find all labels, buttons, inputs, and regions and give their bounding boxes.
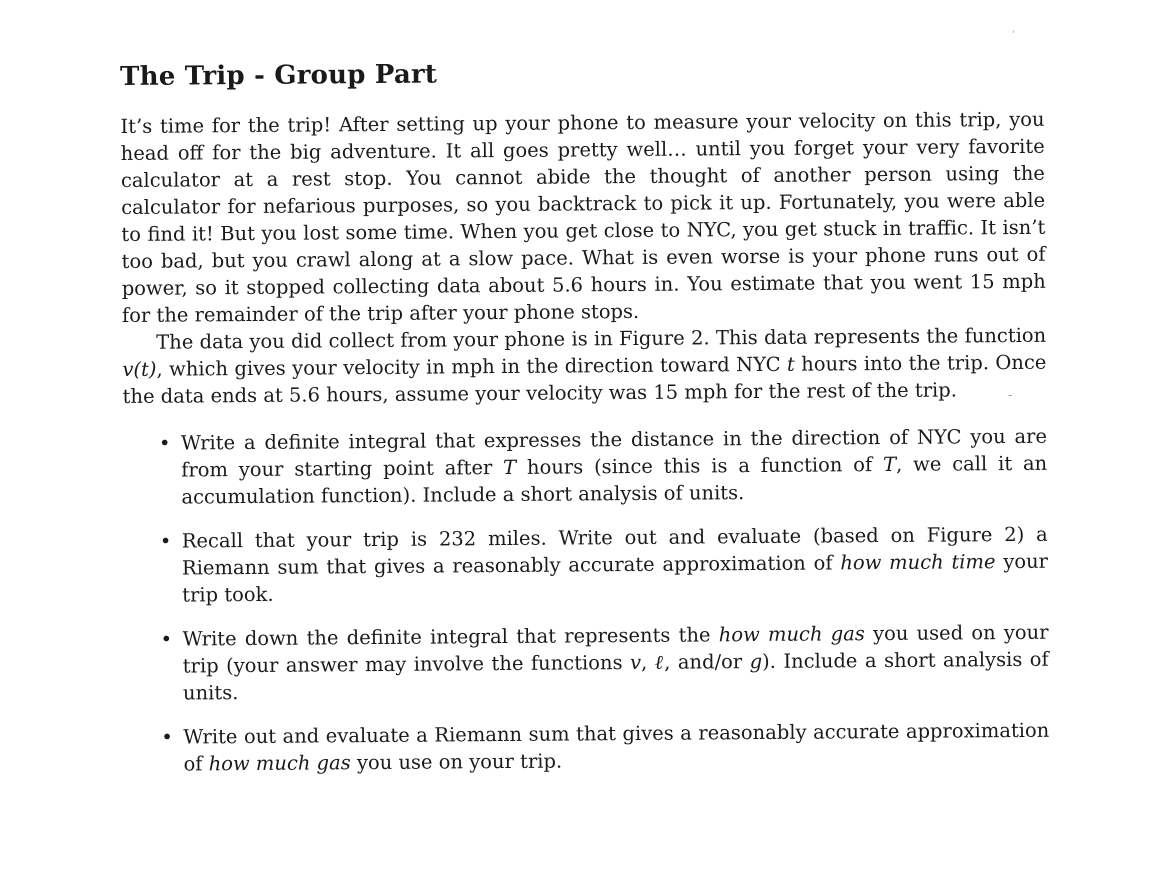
task-text: you used on your trip (your answer may involve the functions bbox=[182, 620, 1049, 678]
bullet-icon: • bbox=[161, 725, 173, 749]
emphasis-text: how much gas bbox=[718, 622, 865, 647]
list-item bbox=[125, 717, 1049, 778]
task-text: hours (since this is a function of bbox=[516, 453, 884, 480]
emphasis-text: how much gas bbox=[208, 751, 351, 776]
intro-paragraph: It’s time for the trip! After setting up your phone to measure your velocity on this trip, you head off for the big adventure. It all goes pretty well… until you forget your very favorite calculator at a rest stop. You cannot abide the thought of another person using the calculator for nefarious purposes, so you backtrack to pick it up. Fortunately, you were able to find it! But you lost some time. When you get close to NYC, you get stuck in traffic. It isn’t too bad, but you crawl along at a slow pace. What is even worse is your phone runs out of power, so it stopped collecting data about 5.6 hours in. You estimate that you went 15 mph for the remainder of the trip after your phone stops. bbox=[120, 107, 1046, 328]
scan-speck: ' bbox=[1012, 30, 1015, 40]
data-paragraph-text: The data you did collect from your phone is in Figure 2. This data represents the function bbox=[156, 323, 1047, 354]
scan-speck: - bbox=[1008, 388, 1013, 402]
time-variable: t bbox=[786, 352, 795, 376]
document-page bbox=[120, 55, 1050, 795]
bullet-icon: • bbox=[158, 431, 171, 455]
task-text: ). Include a short analysis of units. bbox=[182, 647, 1049, 705]
math-variable: T bbox=[882, 453, 897, 477]
task-text: Write out and evaluate a Riemann sum that gives a reasonably accurate approximation of bbox=[183, 718, 1050, 776]
data-paragraph-text: , which gives your velocity in mph in the direction toward NYC bbox=[156, 352, 788, 381]
task-text: , and/or bbox=[664, 650, 750, 674]
list-item bbox=[123, 423, 1048, 511]
task-text: , bbox=[640, 651, 655, 675]
velocity-function: v(t) bbox=[122, 357, 157, 382]
page-title: The Trip - Group Part bbox=[120, 59, 438, 92]
list-item bbox=[124, 619, 1049, 707]
data-paragraph-text: hours into the trip. Once the data ends at 5.6 hours, assume your velocity was 15 mph for the rest of the trip. bbox=[122, 350, 1047, 409]
task-text: Recall that your trip is 232 miles. Write out and evaluate (based on Figure 2) a Riemann sum that gives a reasonably accurate approximation of bbox=[181, 522, 1048, 580]
task-list bbox=[123, 423, 1050, 778]
math-variable: ℓ bbox=[654, 650, 665, 675]
list-item bbox=[124, 521, 1049, 609]
task-text: , we call it an accumulation function). Include a short analysis of units. bbox=[181, 451, 1048, 509]
task-text: Write a definite integral that expresses the distance in the direction of NYC you are from your starting point after bbox=[180, 424, 1048, 482]
data-paragraph bbox=[122, 322, 1047, 410]
task-text: Write down the definite integral that represents the bbox=[182, 623, 719, 651]
task-text: your trip took. bbox=[182, 549, 1049, 607]
task-text: you use on your trip. bbox=[350, 749, 563, 775]
bullet-icon: • bbox=[160, 627, 173, 651]
bullet-icon: • bbox=[159, 529, 172, 553]
math-variable: T bbox=[503, 456, 517, 480]
math-variable: v bbox=[629, 651, 642, 675]
math-variable: g bbox=[749, 650, 763, 674]
emphasis-text: how much time bbox=[840, 550, 996, 575]
